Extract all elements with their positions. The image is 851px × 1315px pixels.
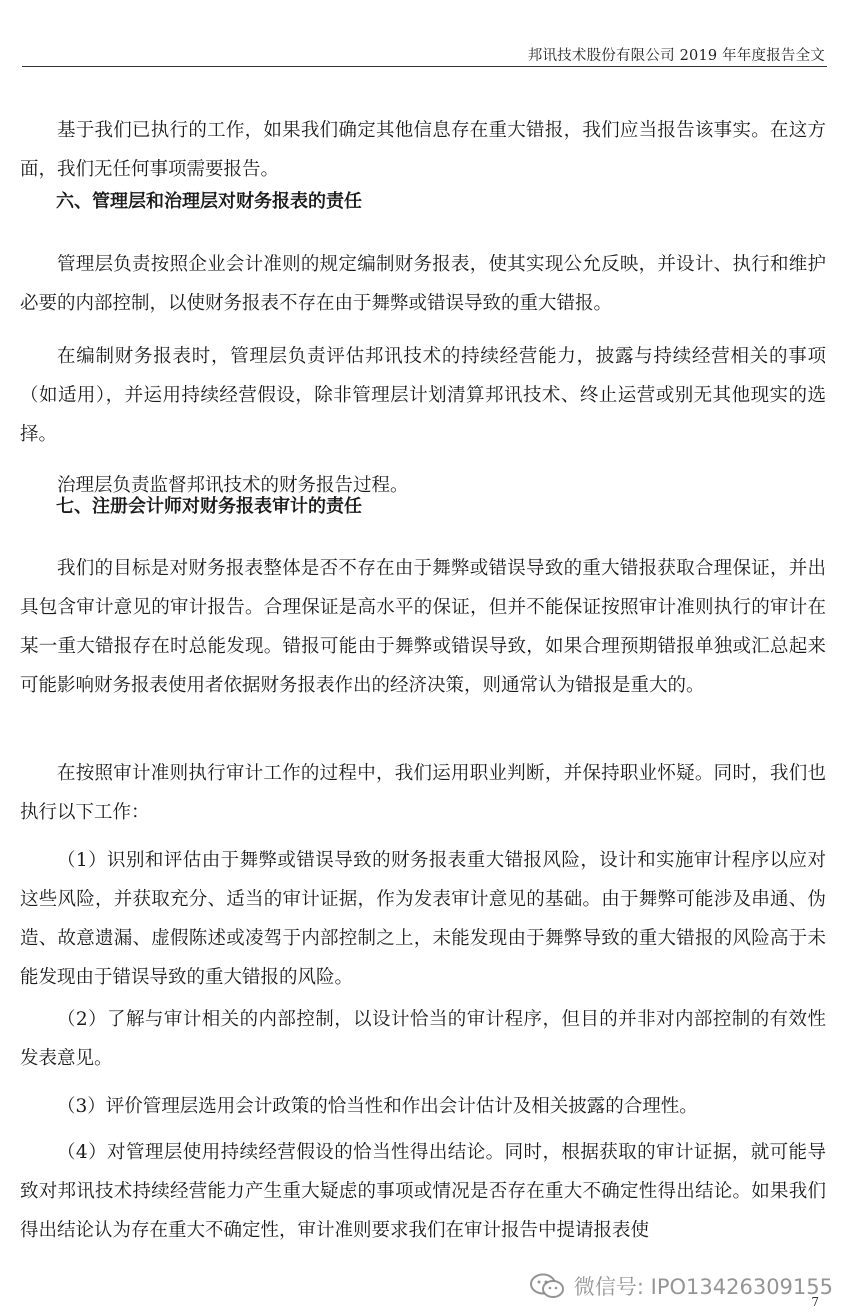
wechat-watermark	[528, 1271, 833, 1301]
paragraph-other-info-conclusion: 基于我们已执行的工作，如果我们确定其他信息存在重大错报，我们应当报告该事实。在这方面，我们无任何事项需要报告。	[20, 119, 826, 180]
paragraph-audit-objective: 我们的目标是对财务报表整体是否不存在由于舞弊或错误导致的重大错报获取合理保证，并出具包含审计意见的审计报告。合理保证是高水平的保证，但并不能保证按照审计准则执行的审计在某一重大错报存在时总能发现。错报可能由于舞弊或错误导致，如果合理预期错报单独或汇总起来可能影响财务报表使用者依据财务报表作出的经济决策，则通常认为错报是重大的。	[20, 557, 826, 696]
section-heading-auditor-responsibility: 七、注册会计师对财务报表审计的责任	[56, 496, 362, 517]
paragraph-item-3: （3）评价管理层选用会计政策的恰当性和作出会计估计及相关披露的合理性。	[57, 1095, 698, 1117]
paragraph-governance-oversight: 治理层负责监督邦讯技术的财务报告过程。	[57, 474, 409, 496]
paragraph-going-concern-assessment: 在编制财务报表时，管理层负责评估邦讯技术的持续经营能力，披露与持续经营相关的事项（如适用），并运用持续经营假设，除非管理层计划清算邦讯技术、终止运营或别无其他现实的选择。	[20, 345, 826, 445]
wechat-id-text: 微信号: IPO13426309155	[573, 1275, 833, 1299]
report-header-title: 邦讯技术股份有限公司 2019 年年度报告全文	[527, 48, 825, 64]
paragraph-item-2: （2）了解与审计相关的内部控制，以设计恰当的审计程序，但目的并非对内部控制的有效性发表意见。	[20, 1008, 826, 1069]
paragraph-management-duty: 管理层负责按照企业会计准则的规定编制财务报表，使其实现公允反映，并设计、执行和维护必要的内部控制，以使财务报表不存在由于舞弊或错误导致的重大错报。	[20, 253, 826, 314]
paragraph-professional-judgment: 在按照审计准则执行审计工作的过程中，我们运用职业判断，并保持职业怀疑。同时，我们也执行以下工作：	[20, 762, 826, 823]
page-number: 7	[811, 1295, 819, 1309]
paragraph-item-4: （4）对管理层使用持续经营假设的恰当性得出结论。同时，根据获取的审计证据，就可能导致对邦讯技术持续经营能力产生重大疑虑的事项或情况是否存在重大不确定性得出结论。如果我们得出结论认为存在重大不确定性，审计准则要求我们在审计报告中提请报表使	[20, 1141, 826, 1241]
wechat-icon	[528, 1271, 568, 1301]
paragraph-item-1: （1）识别和评估由于舞弊或错误导致的财务报表重大错报风险，设计和实施审计程序以应对这些风险，并获取充分、适当的审计证据，作为发表审计意见的基础。由于舞弊可能涉及串通、伪造、故意遗漏、虚假陈述或凌驾于内部控制之上，未能发现由于舞弊导致的重大错报的风险高于未能发现由于错误导致的重大错报的风险。	[20, 849, 826, 988]
header-divider	[22, 66, 827, 67]
section-heading-management-responsibility: 六、管理层和治理层对财务报表的责任	[56, 191, 362, 212]
